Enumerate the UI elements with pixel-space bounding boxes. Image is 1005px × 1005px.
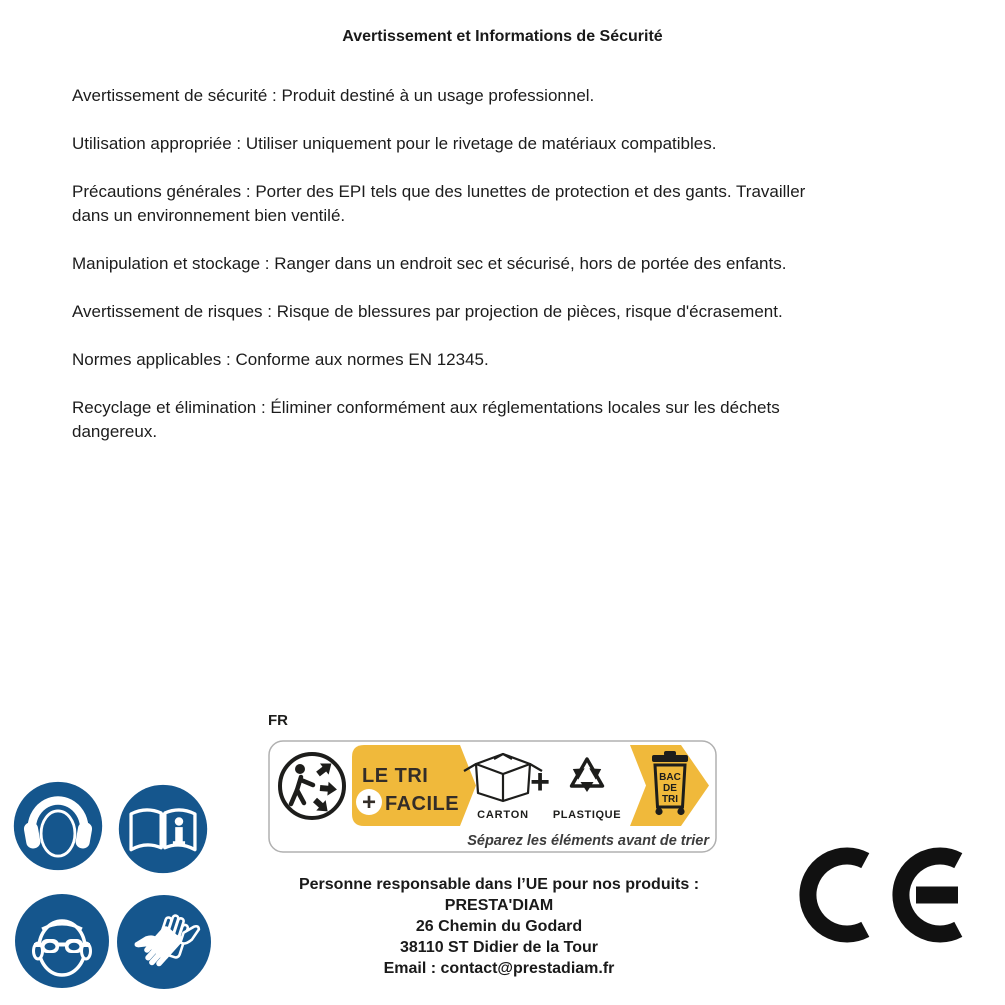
paragraph	[72, 180, 972, 228]
paragraph	[72, 396, 972, 444]
materials-plus: +	[530, 763, 550, 801]
svg-text:BAC: BAC	[659, 772, 681, 783]
country-code-label: FR	[268, 712, 288, 729]
svg-text:TRI: TRI	[661, 794, 679, 805]
paragraph	[72, 348, 972, 372]
paragraph-line: Avertissement de sécurité : Produit destiné à un usage professionnel.	[72, 86, 595, 105]
responsible-line: 38110 ST Didier de la Tour	[400, 939, 598, 956]
safety-paragraphs	[72, 84, 972, 468]
wear-protective-gloves-icon	[114, 892, 214, 992]
ce-mark	[795, 845, 995, 955]
ce-letter-c	[808, 856, 865, 934]
paragraph-line: Recyclage et élimination : Éliminer conformément aux réglementations locales sur les déchets	[72, 398, 780, 417]
paragraph	[72, 84, 972, 108]
paragraph	[72, 300, 972, 324]
paragraph-line: Précautions générales : Porter des EPI tels que des lunettes de protection et des gants. Travailler	[72, 182, 806, 201]
page-title: Avertissement et Informations de Sécurité	[342, 28, 663, 45]
wear-eye-protection-icon	[12, 891, 112, 991]
paragraph-line: Avertissement de risques : Risque de blessures par projection de pièces, risque d'écrasement.	[72, 302, 783, 321]
paragraph-line: dans un environnement bien ventilé.	[72, 206, 346, 225]
paragraph	[72, 132, 972, 156]
paragraph	[72, 252, 972, 276]
wear-ear-protection-icon	[11, 779, 105, 873]
responsible-line: Personne responsable dans l’UE pour nos produits :	[298, 876, 700, 893]
responsible-line: Email : contact@prestadiam.fr	[383, 960, 615, 977]
responsible-line: PRESTA'DIAM	[444, 897, 554, 914]
tri-headline-line2: FACILE	[385, 793, 460, 815]
tri-headline-plus: +	[361, 789, 377, 816]
read-instruction-manual-icon	[116, 782, 210, 876]
paragraph-line: dangereux.	[72, 422, 158, 441]
plastique-label: PLASTIQUE	[552, 809, 622, 821]
tri-tagline: Séparez les éléments avant de trier	[467, 833, 709, 849]
tri-headline-line1: LE TRI	[362, 765, 429, 787]
paragraph-line: Utilisation appropriée : Utiliser uniquement pour le rivetage de matériaux compatibles.	[72, 134, 717, 153]
paragraph-line: Normes applicables : Conforme aux normes EN 12345.	[72, 350, 489, 369]
paragraph-line: Manipulation et stockage : Ranger dans un endroit sec et sécurisé, hors de portée des enfants.	[72, 254, 787, 273]
info-tri-label	[268, 740, 717, 853]
carton-label: CARTON	[477, 809, 529, 821]
svg-text:DE: DE	[663, 783, 677, 794]
responsible-line: 26 Chemin du Godard	[415, 918, 583, 935]
responsible-person-block	[257, 874, 741, 979]
